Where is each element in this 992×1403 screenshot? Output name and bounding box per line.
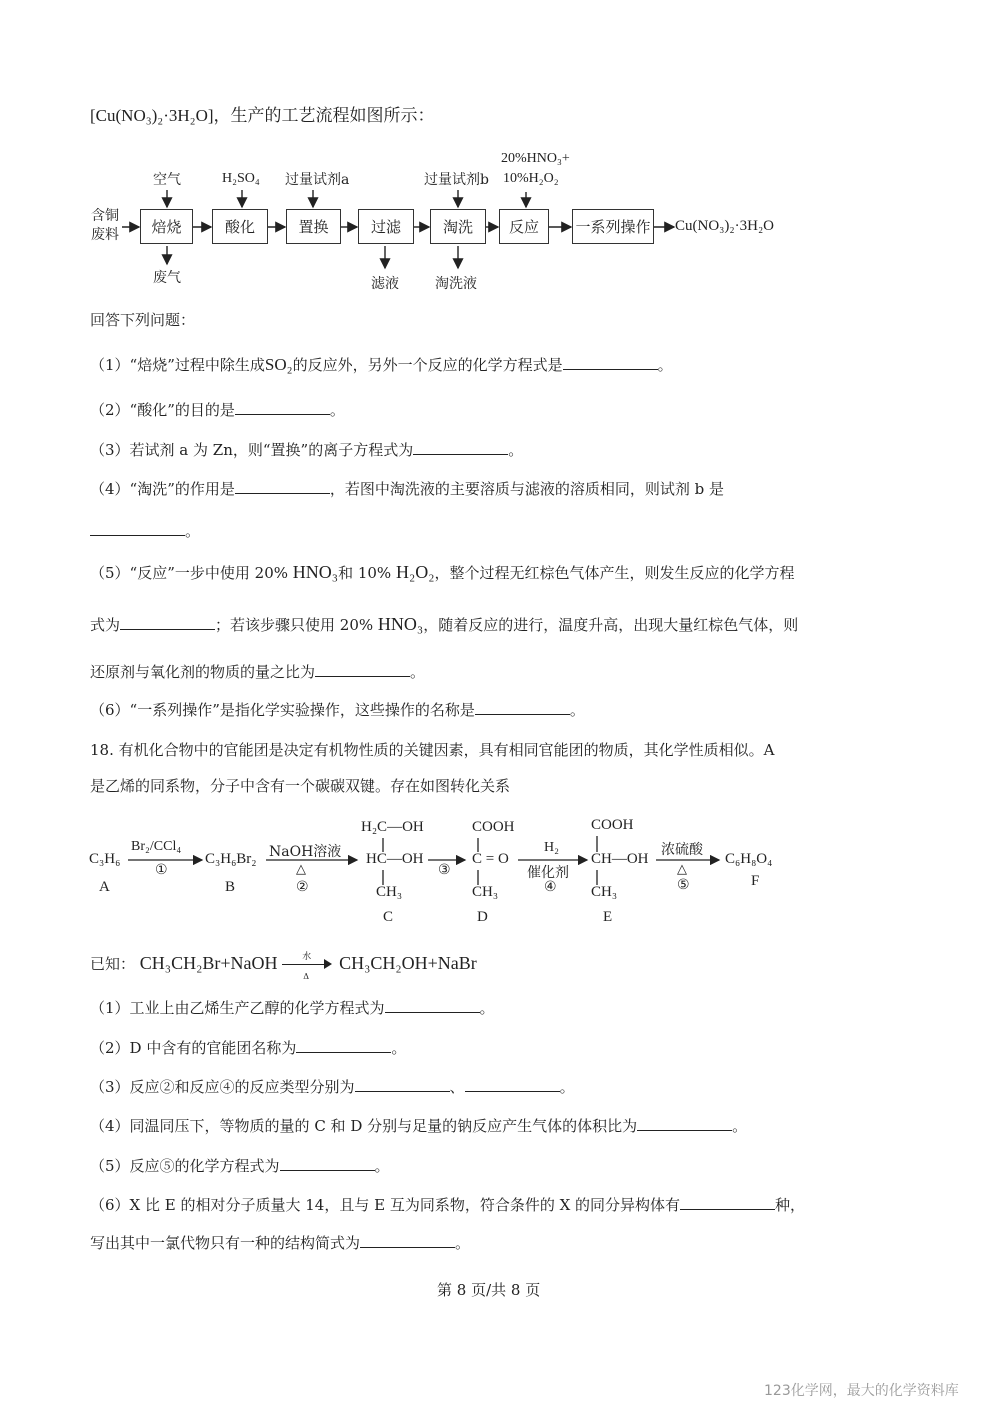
input-air: 空气 <box>153 172 181 188</box>
compound-c-mid: HC—OH <box>366 851 424 867</box>
input-h2so4: H₂SO₄ <box>222 171 260 186</box>
compound-d-top: COOH <box>472 819 515 835</box>
q18-item-2: （2）D 中含有的官能团名称为 。 <box>90 1039 407 1057</box>
q18-line2: 是乙烯的同系物，分子中含有一个碳碳双键。存在如图转化关系 <box>90 777 511 795</box>
label-f: F <box>751 873 760 889</box>
label-a: A <box>99 879 110 895</box>
step-4: ④ <box>544 879 557 895</box>
page-number: 第 8 页/共 8 页 <box>437 1281 541 1299</box>
answer-blank[interactable] <box>355 1077 450 1092</box>
compound-a: C₃H₆ <box>89 851 121 867</box>
label-d: D <box>477 909 488 925</box>
heat-2: △ <box>296 862 306 877</box>
compound-c-top: H₂C—OH <box>361 819 424 835</box>
input-h2o2: 10%H₂O₂ <box>503 171 559 186</box>
input-reagent-b: 过量试剂b <box>424 172 489 188</box>
q17-item-5: （5）“反应”一步中使用 20% HNO₃和 10% H₂O₂，整个过程无红棕色气体产生，则发生反应的化学方程 <box>90 562 795 582</box>
q17-item-5-line3: 还原剂与氧化剂的物质的量之比为 。 <box>90 663 426 681</box>
answer-blank[interactable] <box>465 1077 560 1092</box>
q18-item-6-line2: 写出其中一氯代物只有一种的结构简式为 。 <box>90 1234 471 1252</box>
catalyst-4: 催化剂 <box>527 865 569 881</box>
reagent-5: 浓硫酸 <box>661 842 703 858</box>
q17-prompt: 回答下列问题： <box>90 311 196 329</box>
step-replace: 置换 <box>286 209 341 244</box>
compound-e-top: COOH <box>591 817 634 833</box>
step-3: ③ <box>438 862 451 878</box>
output-wash-liquid: 淘洗液 <box>435 276 477 292</box>
answer-blank[interactable] <box>280 1156 375 1171</box>
output-waste-gas: 废气 <box>153 270 181 286</box>
answer-blank[interactable] <box>680 1195 775 1210</box>
step-roasting: 焙烧 <box>140 209 193 244</box>
product-formula: [Cu(NO₃)₂·3H₂O] <box>90 106 214 125</box>
q17-item-4: （4）“淘洗”的作用是 ，若图中淘洗液的主要溶质与滤液的溶质相同，则试剂 b 是 <box>90 480 725 498</box>
compound-e-bot: CH₃ <box>591 884 618 900</box>
label-b: B <box>225 879 236 895</box>
q18-line1: 18. 有机化合物中的官能团是决定有机物性质的关键因素，具有相同官能团的物质，其化学性质相似。A <box>90 741 775 759</box>
input-reagent-a: 过量试剂a <box>285 172 350 188</box>
known-reaction: 已知： CH₃CH₂Br+NaOH 水 Δ CH₃CH₂OH+NaBr <box>90 952 477 981</box>
answer-blank[interactable] <box>637 1116 732 1131</box>
compound-e-mid: CH—OH <box>591 851 649 867</box>
q18-item-3: （3）反应②和反应④的反应类型分别为 、 。 <box>90 1078 575 1096</box>
output-filtrate: 滤液 <box>371 276 399 292</box>
flow-product: Cu(NO₃)₂·3H₂O <box>675 218 775 234</box>
step-acidify: 酸化 <box>212 209 268 244</box>
answer-blank[interactable] <box>296 1038 391 1053</box>
known-arrow: 水 Δ <box>282 955 334 975</box>
q18-item-1: （1）工业上由乙烯生产乙醇的化学方程式为 。 <box>90 999 495 1017</box>
compound-c-bot: CH₃ <box>376 884 403 900</box>
answer-blank[interactable] <box>385 998 480 1013</box>
q17-item-1: （1）“焙烧”过程中除生成SO₂的反应外，另外一个反应的化学方程式是 。 <box>90 355 673 374</box>
q18-item-6: （6）X 比 E 的相对分子质量大 14，且与 E 互为同系物，符合条件的 X 的同分异构体有 种， <box>90 1196 806 1214</box>
label-e: E <box>603 909 613 925</box>
compound-f: C₆H₈O₄ <box>725 851 773 867</box>
step-wash: 淘洗 <box>430 209 486 244</box>
q17-item-3: （3）若试剂 a 为 Zn，则“置换”的离子方程式为 。 <box>90 441 524 459</box>
q17-item-4-cont: 。 <box>90 521 200 541</box>
input-label: 含铜 废料 <box>91 208 119 243</box>
q17-item-6: （6）“一系列操作”是指化学实验操作，这些操作的名称是 。 <box>90 701 585 719</box>
q18-item-4: （4）同温同压下，等物质的量的 C 和 D 分别与足量的钠反应产生气体的体积比为 。 <box>90 1117 748 1135</box>
step-5: ⑤ <box>677 877 690 893</box>
label-c: C <box>383 909 394 925</box>
intro-text: ，生产的工艺流程如图所示： <box>213 106 435 126</box>
watermark: 123化学网，最大的化学资料库 <box>764 1383 959 1399</box>
step-2: ② <box>296 879 309 895</box>
step-react: 反应 <box>499 209 549 244</box>
q17-item-5-line2: 式为 ；若该步骤只使用 20% HNO₃，随着反应的进行，温度升高，出现大量红棕色气体，则 <box>90 614 799 634</box>
compound-d-bot: CH₃ <box>472 884 499 900</box>
step-1: ① <box>155 862 168 878</box>
answer-blank[interactable] <box>360 1233 455 1248</box>
compound-d-mid: C = O <box>472 851 509 867</box>
compound-b: C₃H₆Br₂ <box>205 851 257 867</box>
q17-item-2: （2）“酸化”的目的是 。 <box>90 401 345 419</box>
step-operations: 一系列操作 <box>572 209 654 244</box>
q18-item-5: （5）反应⑤的化学方程式为 。 <box>90 1157 390 1175</box>
reagent-2: NaOH溶液 <box>269 844 342 860</box>
reagent-1: Br₂/CCl₄ <box>131 839 182 854</box>
heat-5: △ <box>677 862 687 877</box>
reagent-4: H₂ <box>544 840 559 855</box>
step-filter: 过滤 <box>358 209 414 244</box>
input-hno3: 20%HNO₃+ <box>501 151 570 166</box>
